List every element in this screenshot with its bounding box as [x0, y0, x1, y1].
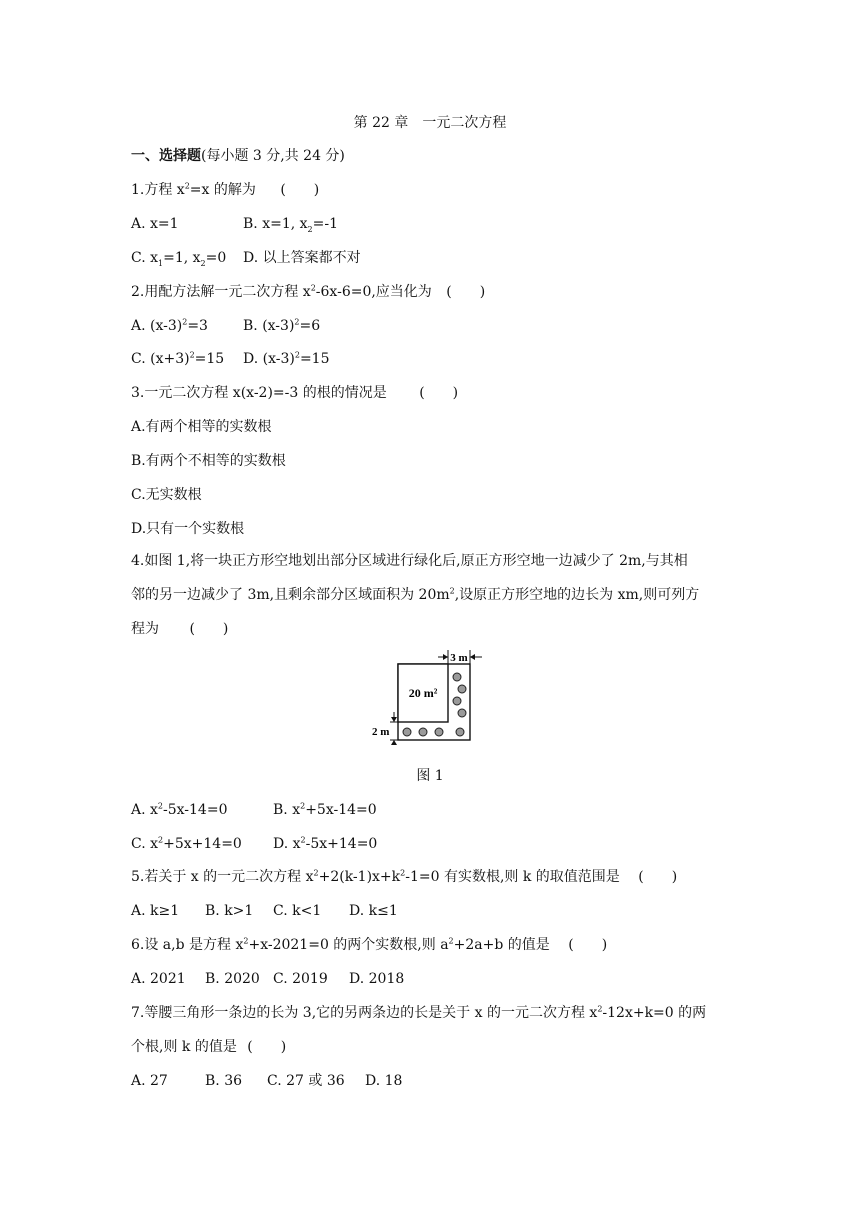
option-d: D. k≤1 — [349, 903, 398, 919]
option-d: D.只有一个实数根 — [131, 521, 245, 537]
question-7-line1: 7.等腰三角形一条边的长为 3,它的另两条边的长是关于 x 的一元二次方程 $x^2-12x+k=0$ 的两 — [131, 1004, 707, 1021]
page-title: 第 22 章 一元二次方程 — [353, 115, 507, 131]
option-a: A. x=1 — [131, 216, 179, 232]
option-d: D. 以上答案都不对 — [243, 250, 361, 266]
option-a: A. k≥1 — [131, 903, 180, 919]
section-label: 一、选择题 — [131, 148, 201, 164]
plant-dot — [453, 673, 461, 681]
option-b: B. $x^2+5x-14=0$ — [273, 801, 377, 818]
plant-dot — [456, 728, 464, 736]
option-a: A. 27 — [131, 1073, 168, 1089]
option-b: B. 2020 — [205, 971, 260, 987]
plant-dot — [453, 697, 461, 705]
question-1-options-row2 — [131, 249, 361, 267]
plant-dot — [458, 685, 466, 693]
option-b: B. 36 — [205, 1073, 243, 1089]
plant-dot — [435, 728, 443, 736]
question-7-options — [131, 1072, 402, 1090]
option-c: C.无实数根 — [131, 487, 202, 503]
answer-blank: ( ) — [446, 284, 486, 300]
option-b: B.有两个不相等的实数根 — [131, 453, 286, 469]
option-c: C. $(x+3)^2=15$ — [131, 350, 225, 367]
option-b: B. $(x-3)^2=6$ — [243, 317, 321, 334]
question-4-line3: 程为 ( ) — [131, 621, 229, 637]
question-4-line1: 4.如图 1,将一块正方形空地划出部分区域进行绿化后,原正方形空地一边减少了 2m,与其相 — [131, 553, 688, 569]
option-d: D. $(x-3)^2=15$ — [243, 350, 330, 367]
plant-dot — [403, 728, 411, 736]
question-4-line2: 邻的另一边减少了 3m,且剩余部分区域面积为 $20m^2$,设原正方形空地的边长为 xm,则可列方 — [131, 586, 700, 603]
question-2-options-row1 — [131, 317, 320, 335]
section-detail: (每小题 3 分,共 24 分) — [201, 148, 345, 164]
question-2-options-row2 — [131, 350, 329, 368]
option-c: C. 27 或 36 — [267, 1073, 345, 1089]
question-3-stem: 3.一元二次方程 x(x-2)=-3 的根的情况是 ( ) — [131, 385, 459, 401]
question-6-options — [131, 970, 404, 988]
top-dimension-label: 3 m — [450, 652, 468, 664]
option-d: D. $x^2-5x+14=0$ — [273, 835, 378, 852]
question-6-stem: 6.设 a,b 是方程 $x^2+x-2021=0$ 的两个实数根,则 $a^2+2a+b$ 的值是 ( ) — [131, 936, 608, 953]
question-5-options — [131, 902, 398, 920]
question-5-stem: 5.若关于 x 的一元二次方程 $x^2+2(k-1)x+k^2-1=0$ 有实数根,则 k 的取值范围是 ( ) — [131, 868, 678, 885]
section-heading — [131, 147, 345, 165]
option-d: D. 18 — [365, 1073, 403, 1089]
question-4-options-row1 — [131, 801, 377, 819]
option-c: C. $x^2+5x+14=0$ — [131, 835, 242, 852]
question-2-stem: 2.用配方法解一元二次方程 $x^2-6x-6=0$,应当化为 ( ) — [131, 283, 486, 300]
option-a: A. $(x-3)^2=3$ — [131, 317, 208, 334]
question-1-stem: 1.方程 $x^2=x$ 的解为 ( ) — [131, 181, 320, 198]
figure-caption: 图 1 — [416, 768, 444, 784]
question-4-options-row2 — [131, 835, 377, 853]
answer-blank: ( ) — [568, 937, 608, 953]
option-a: A. $x^2-5x-14=0$ — [131, 801, 228, 818]
answer-blank: ( ) — [189, 621, 229, 637]
area-label: 20 m² — [408, 686, 438, 700]
option-a: A.有两个相等的实数根 — [131, 419, 272, 435]
option-a: A. 2021 — [131, 971, 186, 987]
question-7-line2: 个根,则 k 的值是 ( ) — [131, 1039, 287, 1055]
option-c: C. 2019 — [273, 971, 328, 987]
question-1-options-row1 — [131, 215, 338, 233]
left-dimension-label: 2 m — [372, 726, 390, 738]
figure-1-diagram — [372, 650, 492, 745]
option-c: C. k<1 — [273, 903, 322, 919]
answer-blank: ( ) — [247, 1039, 287, 1055]
plant-dot — [419, 728, 427, 736]
plant-dot — [458, 709, 466, 717]
option-b: B. x=1, $x_2=-1$ — [243, 216, 338, 234]
answer-blank: ( ) — [419, 385, 459, 401]
option-d: D. 2018 — [349, 971, 405, 987]
option-b: B. k>1 — [205, 903, 254, 919]
option-c: C. $x_1=1$, $x_2=0$ — [131, 250, 227, 268]
answer-blank: ( ) — [280, 182, 320, 198]
answer-blank: ( ) — [638, 869, 678, 885]
